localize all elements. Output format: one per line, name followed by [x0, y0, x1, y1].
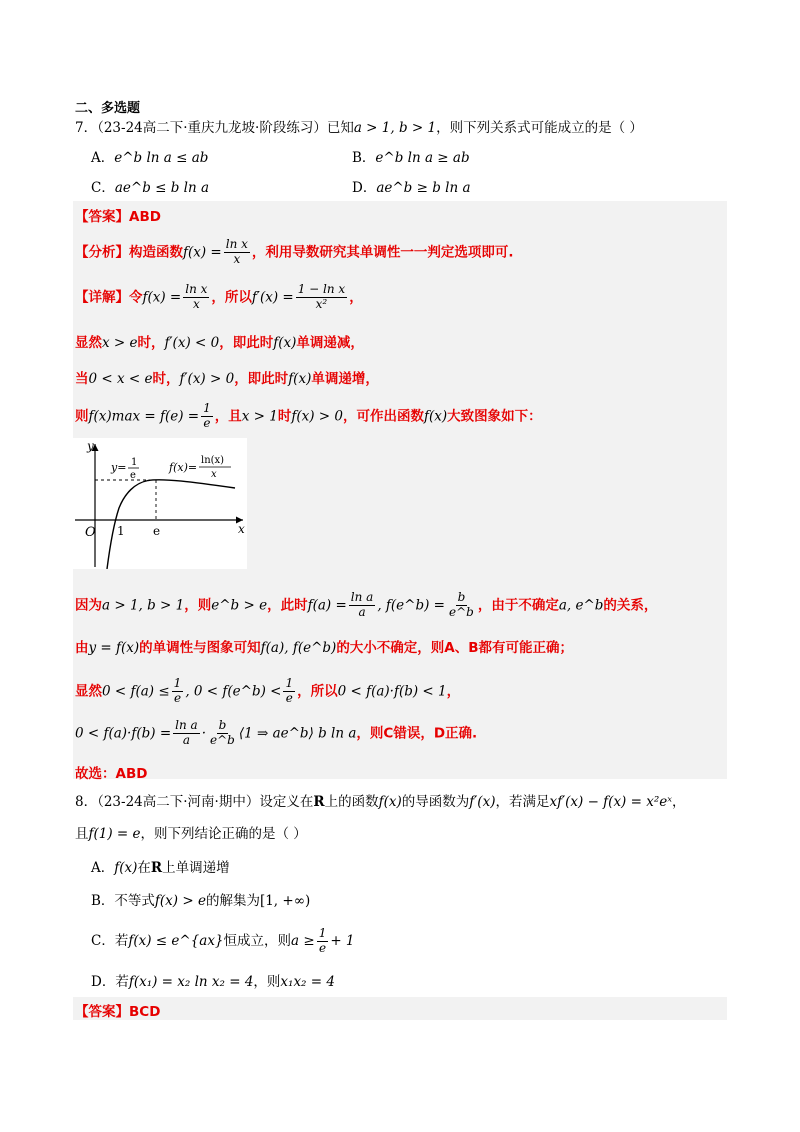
question-source: （23-24高二下·重庆九龙坡·阶段练习）已知 — [97, 120, 354, 136]
math: f(x) — [288, 371, 312, 387]
detail-tag: 【详解】令 — [75, 289, 143, 306]
solution-line-9 — [75, 719, 477, 748]
math: x > 1 — [241, 408, 278, 425]
math: f(x) — [424, 408, 448, 425]
question-number: 7． — [75, 120, 98, 136]
question-stem-tail: ，则下列关系式可能成立的是（ ） — [436, 120, 643, 136]
fraction — [201, 402, 213, 431]
fraction — [447, 591, 476, 620]
question-source: （23-24高二下·河南·期中）设定义在 — [97, 794, 314, 810]
graph-svg — [73, 438, 247, 569]
text: ，即此时 — [234, 371, 289, 387]
fraction — [317, 927, 329, 956]
option-label: D． — [91, 974, 116, 990]
q8-option-a[interactable] — [91, 856, 230, 876]
tick-1-label: 1 — [117, 524, 125, 538]
math: f′(x) < 0 — [164, 335, 220, 351]
solution-line-5 — [75, 402, 542, 431]
option-label: B． — [91, 893, 115, 909]
text: ，可作出函数 — [343, 408, 425, 425]
option-d[interactable] — [352, 176, 471, 196]
text: 单调递增， — [311, 371, 379, 387]
option-label: C． — [91, 180, 115, 196]
frac-num: ln x — [225, 237, 248, 251]
frac-num: ln a — [350, 590, 374, 604]
max-label-num: 1 — [131, 457, 138, 468]
frac-num: b — [457, 590, 466, 604]
math: f′(x) > 0 — [179, 371, 235, 387]
text: 在 — [137, 860, 151, 876]
text: 当 — [75, 371, 89, 387]
fraction — [224, 238, 250, 267]
text: 的解集为 — [205, 893, 260, 909]
option-a[interactable] — [91, 146, 208, 166]
math: f(a), f(e^b) — [260, 640, 337, 656]
curve-label-prefix: f(x)= — [169, 461, 198, 474]
frac-den: x — [192, 296, 200, 311]
math: x₁x₂ = 4 — [280, 974, 335, 990]
x-axis-label: x — [238, 522, 245, 536]
analysis-tail: ，利用导数研究其单调性一一判定选项即可. — [251, 244, 514, 261]
solution-8-panel — [73, 997, 727, 1020]
function-graph — [73, 438, 247, 569]
y-axis-label: y — [87, 439, 94, 453]
text: 大致图象如下： — [447, 408, 542, 425]
text: ，若满足 — [495, 794, 550, 810]
option-b[interactable] — [352, 146, 470, 166]
max-label-den: e — [130, 470, 136, 481]
option-expr: e^b ln a ≥ ab — [375, 150, 470, 166]
section-title: 二、多选题 — [75, 101, 141, 116]
text: 时， — [137, 335, 165, 351]
math: a > 1, b > 1 — [102, 597, 185, 614]
text: 显然 — [75, 335, 102, 351]
curve-ln-x-over-x — [107, 480, 235, 569]
q8-option-b[interactable] — [91, 889, 310, 909]
math: 0 < f(a) ≤ — [102, 683, 170, 700]
solution-line-6 — [75, 591, 657, 620]
frac-num: 1 — [203, 401, 211, 415]
solution-line-4 — [75, 367, 379, 387]
text: 由 — [75, 640, 89, 656]
frac-den: e — [285, 690, 293, 705]
answer-tag: 【答案】ABD — [75, 209, 161, 225]
math: f(x) — [378, 794, 402, 810]
text: 的导函数为 — [401, 794, 470, 810]
solution-line-8 — [75, 677, 460, 706]
option-label: D． — [352, 180, 377, 196]
math: y = f(x) — [88, 640, 140, 656]
math: f(1) = e — [88, 826, 141, 842]
final-choice: 故选：ABD — [75, 766, 148, 782]
frac-den: e^b — [448, 604, 474, 619]
solution-line-3 — [75, 331, 364, 351]
math: f(x) > e — [154, 893, 206, 909]
question-number: 8． — [75, 794, 98, 810]
frac-den: x — [233, 251, 241, 266]
detail-mid: ，所以 — [211, 289, 252, 306]
frac-num: 1 — [318, 926, 327, 940]
text: ，此时 — [267, 597, 308, 614]
text: ，则 — [184, 597, 212, 614]
option-c[interactable] — [91, 176, 209, 196]
text: 不等式 — [114, 893, 155, 909]
math: a ≥ — [291, 932, 315, 949]
text: ，且 — [214, 408, 242, 425]
frac-num: 1 — [173, 676, 182, 690]
text: 单调递减， — [296, 335, 364, 351]
text: ，由于不确定 — [477, 597, 559, 614]
option-label: C． — [91, 932, 115, 949]
math: ⟨1 ⇒ ae^b⟩ b ln a — [238, 725, 357, 742]
text: 恒成立，则 — [223, 932, 292, 949]
frac-den: a — [182, 732, 190, 747]
fraction — [296, 283, 347, 312]
fraction — [208, 719, 237, 748]
frac-den: e^b — [209, 732, 235, 747]
question-condition: a > 1, b > 1 — [353, 120, 437, 136]
q8-answer-tag: 【答案】BCD — [75, 1004, 161, 1020]
tick-e-label: e — [153, 524, 161, 538]
detail-line — [75, 283, 363, 312]
frac-den: x² — [315, 296, 328, 311]
frac-den: e — [318, 940, 327, 955]
option-expr: e^b ln a ≤ ab — [114, 150, 209, 166]
frac-den: a — [358, 604, 366, 619]
max-label-prefix: y= — [111, 461, 127, 474]
solution-line-7 — [75, 636, 573, 656]
text: ，则C错误，D正确. — [356, 725, 478, 742]
math: f(x) — [273, 335, 297, 351]
text: 的大小不确定，则A、B都有可能正确； — [336, 640, 574, 656]
math: , 0 < f(e^b) < — [185, 683, 282, 700]
math: x > e — [102, 335, 138, 351]
text: ，即此时 — [219, 335, 274, 351]
analysis-line — [75, 238, 514, 267]
math: e^b > e — [211, 597, 268, 614]
text: 且 — [75, 826, 89, 842]
frac-num: b — [218, 718, 227, 732]
fraction — [172, 677, 184, 706]
math: , f(e^b) = — [377, 597, 445, 614]
origin-label: O — [85, 525, 96, 540]
analysis-func: f(x) = — [183, 244, 222, 261]
text: 时， — [152, 371, 180, 387]
domain-symbol: R — [150, 860, 163, 876]
fraction — [283, 677, 295, 706]
text: ，则下列结论正确的是（ ） — [140, 826, 307, 842]
frac-num: ln x — [185, 282, 208, 296]
analysis-tag: 【分析】构造函数 — [75, 244, 183, 261]
text: 若 — [114, 932, 129, 949]
fraction — [183, 283, 209, 312]
curve-label-num: ln(x) — [201, 455, 225, 466]
option-label: A． — [91, 860, 115, 876]
detail-end: ， — [349, 289, 363, 306]
option-label: B． — [352, 150, 376, 166]
domain-symbol: R — [313, 794, 325, 810]
math: a, e^b — [558, 597, 604, 614]
text: 则 — [75, 408, 89, 425]
question-7-stem — [75, 116, 643, 136]
detail-func: f(x) = — [142, 289, 182, 306]
frac-den: e — [203, 415, 211, 430]
detail-fprime: f′(x) = — [251, 289, 294, 306]
text: ， — [672, 794, 686, 810]
frac-num: 1 − ln x — [297, 282, 346, 296]
math: xf′(x) − f(x) = x²eˣ — [549, 794, 673, 810]
math: f(x)max = f(e) = — [88, 408, 200, 425]
option-expr: ae^b ≤ b ln a — [114, 180, 210, 196]
math: [1, +∞) — [259, 893, 311, 909]
text: 因为 — [75, 597, 102, 614]
math: f(x₁) = x₂ ln x₂ = 4 — [128, 974, 254, 990]
frac-num: ln a — [175, 718, 198, 732]
text: ， — [446, 683, 461, 700]
math: 0 < f(a)·f(b) < 1 — [337, 683, 447, 700]
fraction — [173, 719, 200, 748]
math: 0 < f(a)·f(b) = — [75, 725, 172, 742]
math: f′(x) — [469, 794, 496, 810]
option-expr: ae^b ≥ b ln a — [376, 180, 471, 196]
text: 上单调递增 — [162, 860, 230, 876]
frac-num: 1 — [285, 676, 294, 690]
math: f(a) = — [307, 597, 347, 614]
fraction — [349, 591, 376, 620]
text: 显然 — [75, 683, 102, 700]
text: 的单调性与图象可知 — [139, 640, 261, 656]
q8-option-c[interactable] — [91, 927, 355, 956]
question-8-stem — [75, 790, 686, 810]
math: 0 < x < e — [88, 371, 153, 387]
question-8-line-2 — [75, 822, 307, 842]
text: 若 — [115, 974, 129, 990]
q8-option-d[interactable] — [91, 970, 335, 990]
curve-label-den: x — [211, 469, 217, 480]
text: ，所以 — [297, 683, 338, 700]
text: 的关系， — [603, 597, 658, 614]
math: f(x) > 0 — [291, 408, 344, 425]
frac-den: e — [173, 690, 182, 705]
math: + 1 — [330, 932, 355, 949]
text: ，则 — [253, 974, 281, 990]
math: f(x) ≤ e^{ax} — [128, 932, 224, 949]
text: 上的函数 — [324, 794, 379, 810]
math: f(x) — [114, 860, 138, 876]
text: 时 — [277, 408, 292, 425]
math: · — [201, 725, 206, 742]
option-label: A． — [91, 150, 115, 166]
